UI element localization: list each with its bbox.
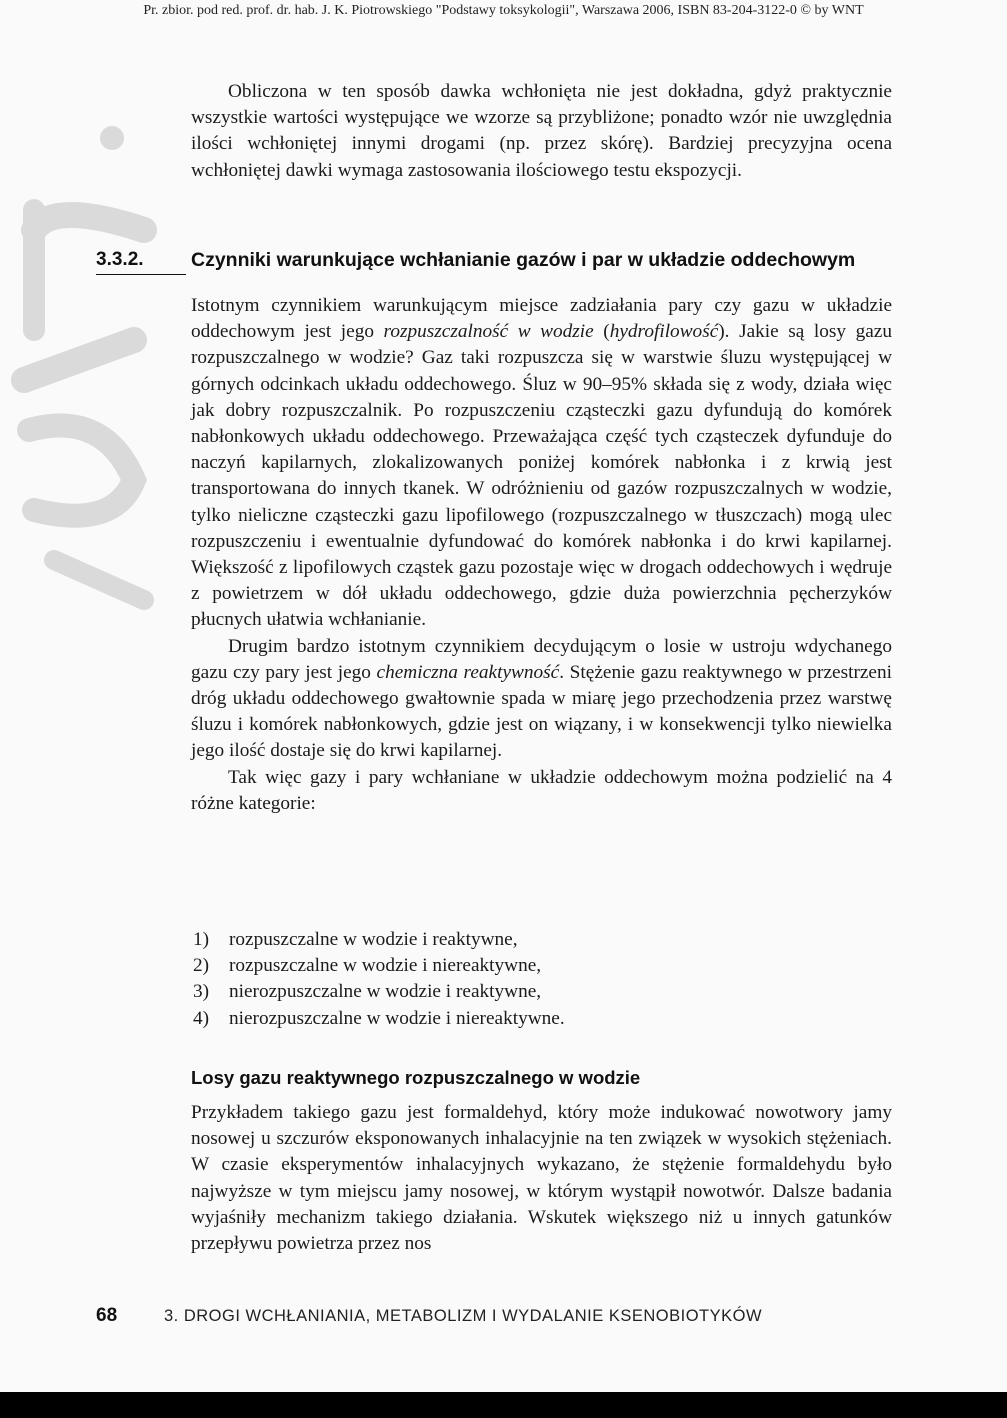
page-number: 68 [96, 1305, 118, 1326]
list-item [193, 953, 893, 979]
section-number: 3.3.2. [96, 249, 144, 270]
paragraph-formaldehyde: Przykładem takiego gazu jest formaldehyd, który może indukować nowotwory jamy nosowej u szczurów eksponowanych inhalacyjnie na ten związek w wysokich stężeniach. W czasie eksperymentów inhalacyjnych wykazano, że stężenie formaldehydu było najwyższe w tym miejscu jamy nosowej, w którym wystąpił nowotwór. Dalsze badania wyjaśniły mechanizm takiego działania. Wskutek większego niż u innych gatunków przepływu powietrza przez nos [191, 1102, 892, 1255]
formaldehyde-section [191, 1100, 892, 1257]
list-item-number: 3) [193, 981, 210, 1003]
list-item [193, 979, 893, 1005]
emphasis-text: rozpuszczalność w wodzie [383, 321, 594, 343]
text-run: ( [593, 321, 610, 343]
list-item-number: 1) [193, 929, 210, 950]
text-run: Istotnym czynnikiem warunkującym miejsce zadziałania pary czy gazu w układzie oddechowym jest jego [191, 295, 892, 343]
list-item-text: nierozpuszczalne w wodzie i reaktywne, [229, 981, 542, 1003]
list-item-text: rozpuszczalne w wodzie i niereaktywne, [229, 955, 542, 977]
emphasis-text: chemiczna reaktywność [376, 661, 560, 683]
categories-list [193, 927, 893, 1032]
section-body [191, 293, 892, 817]
text-run: Drugim bardzo istotnym czynnikiem decydującym o losie w ustroju wdychanego gazu czy pary jest jego [191, 635, 892, 683]
watermark-logo [0, 80, 174, 640]
paragraph-categories: Tak więc gazy i pary wchłaniane w układzie oddechowym można podzielić na 4 różne kategorie: [191, 766, 892, 814]
footer-chapter-title: 3. DROGI WCHŁANIANIA, METABOLIZM I WYDALANIE KSENOBIOTYKÓW [164, 1307, 763, 1325]
list-item-number: 4) [193, 1007, 210, 1029]
list-item-text: nierozpuszczalne w wodzie i niereaktywne. [229, 1007, 565, 1029]
emphasis-text: hydrofilowość [609, 321, 719, 343]
paragraph-reactivity [191, 634, 892, 765]
text-run: ). Jakie są losy gazu rozpuszczalnego w wodzie? Gaz taki rozpuszcza się w warstwie śluzu występującej w górnych odcinkach układu oddechowego. Śluz w 90–95% składa się z wody, działa więc jak dobry rozpuszczalnik. Po rozpuszczeniu cząsteczki gazu dyfundują do komórek nabłonkowych układu oddechowego. Przeważająca część tych cząsteczek dyfunduje do naczyń kapilarnych, zlokalizowanych poniżej komórek nabłonka i z krwią jest transportowana do innych tkanek. W odróżnieniu od gazów rozpuszczalnych w wodzie, tylko nieliczne cząsteczki gazu lipofilowego (rozpuszczalnego w tłuszczach) mogą ulec rozpuszczeniu i ewentualnie dyfundować do komórek nabłonka i do krwi kapilarnej. Większość z lipofilowych cząstek gazu pozostaje więc w drogach oddechowych i wędruje z powietrzem w dół układu oddechowego, gdzie duża powierzchnia pęcherzyków płucnych ułatwia wchłanianie. [191, 321, 892, 631]
text-run: . Stężenie gazu reaktywnego w przestrzeni dróg układu oddechowego gwałtownie spada w miarę jego przechodzenia przez warstwę śluzu i komórek nabłonkowych, gdzie jest on wiązany, i w konsekwencji tylko niewielka jego ilość dostaje się do krwi kapilarnej. [191, 661, 892, 762]
section-number-rule [96, 274, 186, 275]
subheading: Losy gazu reaktywnego rozpuszczalnego w wodzie [191, 1067, 641, 1088]
section-title: Czynniki warunkujące wchłanianie gazów i par w układzie oddechowym [191, 249, 856, 271]
list-item-number: 2) [193, 955, 210, 977]
list-item [193, 927, 893, 953]
header-citation: Pr. zbior. pod red. prof. dr. hab. J. K. Piotrowskiego "Podstawy toksykologii", Warszawa 2006, ISBN 83-204-3122-0 © by WNT [143, 3, 864, 18]
intro-paragraph [191, 79, 892, 184]
list-item-text: rozpuszczalne w wodzie i reaktywne, [229, 929, 518, 950]
paragraph-text: Obliczona w ten sposób dawka wchłonięta nie jest dokładna, gdyż praktycznie wszystkie wartości występujące we wzorze są przybliżone; ponadto wzór nie uwzględnia ilości wchłoniętej innymi drogami (np. przez skórę). Bardziej precyzyjna ocena wchłoniętej dawki wymaga zastosowania ilościowego testu ekspozycji. [191, 81, 892, 181]
list-item [193, 1006, 893, 1032]
paragraph-solubility [191, 293, 892, 634]
